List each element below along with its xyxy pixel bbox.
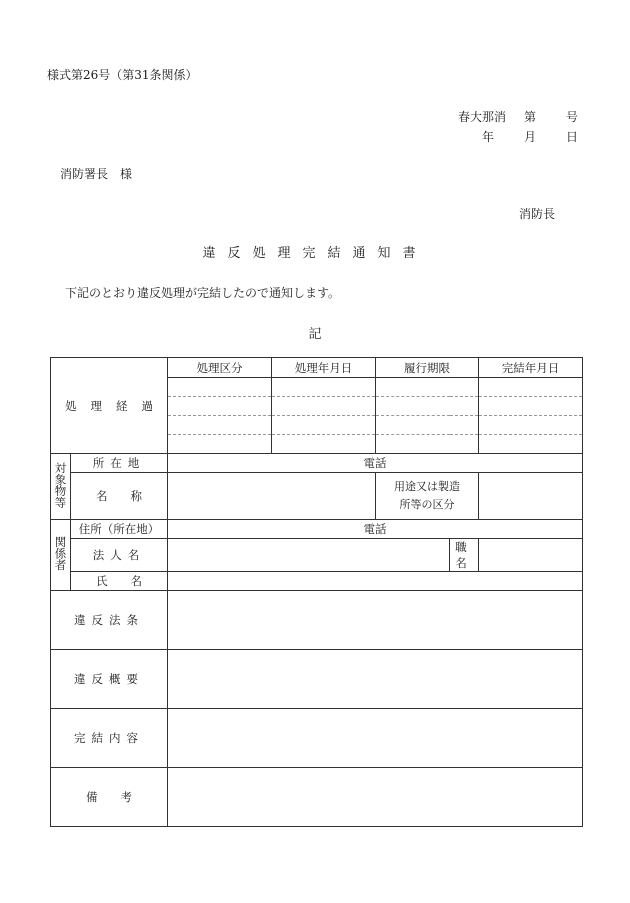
person-name-label: 氏 名 — [71, 572, 168, 591]
address-value[interactable] — [168, 520, 583, 539]
ki-heading: 記 — [308, 327, 322, 342]
person-row — [51, 572, 583, 591]
process-cell[interactable] — [479, 435, 583, 454]
process-cell[interactable] — [376, 416, 479, 435]
process-cell[interactable] — [376, 397, 479, 416]
process-cell[interactable] — [479, 378, 583, 397]
document-title: 違反処理完結通知書 — [202, 246, 428, 261]
location-label: 所在地 — [71, 454, 168, 473]
reference-dai: 第 — [523, 110, 536, 124]
reference-prefix: 春大那消 — [457, 110, 506, 124]
remarks-value[interactable] — [168, 768, 583, 827]
violation-summary-label: 違反概要 — [51, 650, 168, 709]
process-cell[interactable] — [168, 416, 272, 435]
process-header-category: 処理区分 — [168, 358, 272, 378]
person-name-value[interactable] — [168, 572, 583, 591]
process-header-deadline: 履行期限 — [376, 358, 479, 378]
violation-summary-row — [51, 650, 583, 709]
process-header-date: 処理年月日 — [272, 358, 376, 378]
reference-number-line — [458, 107, 578, 127]
use-category-label-line2: 所等の区分 — [399, 498, 455, 511]
position-value[interactable] — [479, 539, 583, 572]
reference-go: 号 — [565, 110, 578, 124]
violation-law-value[interactable] — [168, 591, 583, 650]
date-day: 日 — [565, 130, 578, 144]
process-cell[interactable] — [272, 416, 376, 435]
process-cell[interactable] — [272, 435, 376, 454]
body-text: 下記のとおり違反処理が完結したので通知します。 — [65, 286, 341, 300]
position-label: 職名 — [450, 539, 479, 572]
date-year: 年 — [481, 130, 494, 144]
process-history-label: 処理経過 — [51, 358, 168, 454]
violation-law-row — [51, 591, 583, 650]
process-cell[interactable] — [376, 378, 479, 397]
name-row — [51, 473, 583, 520]
process-cell[interactable] — [168, 397, 272, 416]
violation-summary-value[interactable] — [168, 650, 583, 709]
form-number: 様式第26号（第31条関係） — [47, 68, 198, 82]
corp-name-value[interactable] — [168, 539, 450, 572]
process-header-row — [51, 358, 583, 378]
location-value[interactable] — [168, 454, 583, 473]
completion-content-label: 完結内容 — [51, 709, 168, 768]
use-category-label-line1: 用途又は製造 — [394, 480, 460, 493]
process-cell[interactable] — [479, 416, 583, 435]
target-label: 対象物等 — [51, 454, 71, 520]
remarks-label: 備 考 — [51, 768, 168, 827]
target-name-label: 名 称 — [71, 473, 168, 520]
target-name-value[interactable] — [168, 473, 376, 520]
violation-law-label: 違反法条 — [51, 591, 168, 650]
completion-content-row — [51, 709, 583, 768]
process-cell[interactable] — [479, 397, 583, 416]
use-category-label — [376, 473, 479, 520]
address-phone-label: 電話 — [363, 522, 387, 536]
date-month: 月 — [523, 130, 536, 144]
location-phone-label: 電話 — [363, 456, 387, 470]
related-label: 関係者 — [51, 520, 71, 591]
address-row — [51, 520, 583, 539]
notification-table — [50, 357, 583, 827]
date-line — [458, 127, 578, 147]
process-cell[interactable] — [168, 435, 272, 454]
addressee: 消防署長 様 — [60, 167, 133, 181]
corp-name-label: 法人名 — [71, 539, 168, 572]
completion-content-value[interactable] — [168, 709, 583, 768]
corp-row — [51, 539, 583, 572]
use-category-value[interactable] — [479, 473, 583, 520]
process-cell[interactable] — [376, 435, 479, 454]
process-cell[interactable] — [168, 378, 272, 397]
process-cell[interactable] — [272, 378, 376, 397]
sender: 消防長 — [519, 207, 556, 221]
reference-block — [458, 107, 578, 147]
remarks-row — [51, 768, 583, 827]
process-cell[interactable] — [272, 397, 376, 416]
address-label: 住所（所在地） — [71, 520, 168, 539]
process-header-completion: 完結年月日 — [479, 358, 583, 378]
location-row — [51, 454, 583, 473]
